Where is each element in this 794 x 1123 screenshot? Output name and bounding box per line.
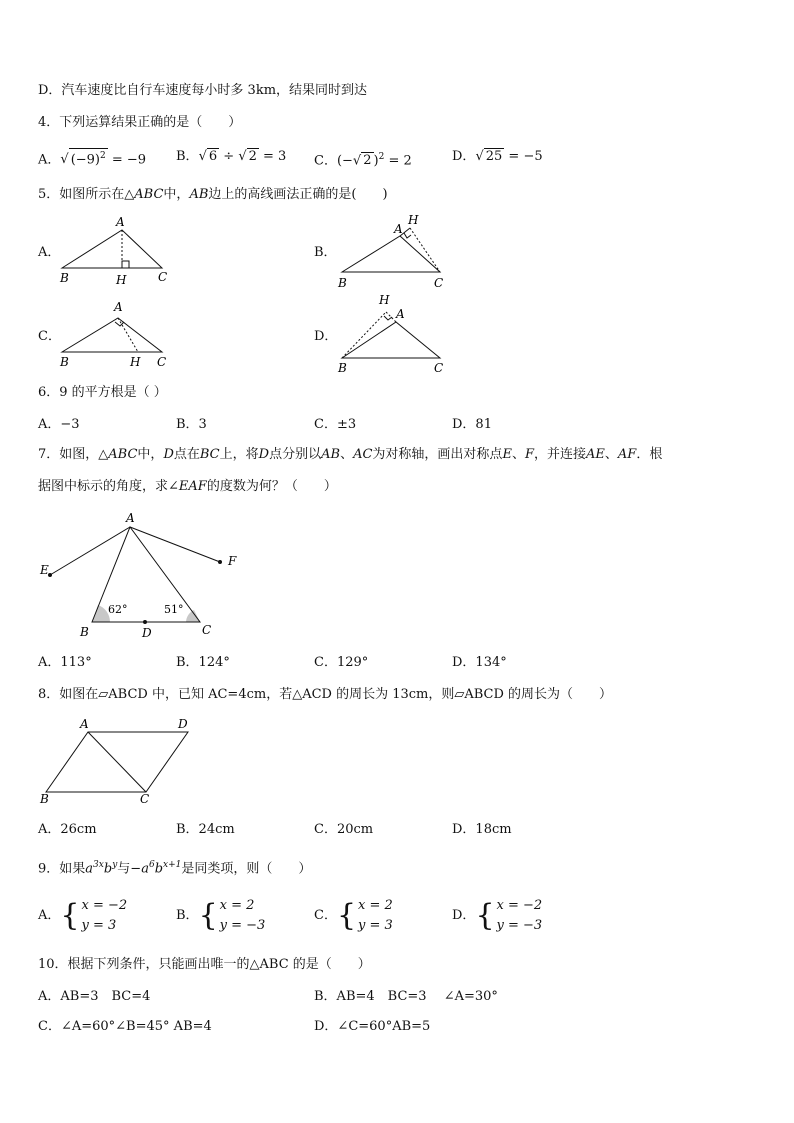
q4-stem: 4．下列运算结果正确的是（ ） <box>38 115 242 130</box>
q9-s-t2b: b <box>154 861 164 877</box>
q5-figure-d <box>342 312 440 358</box>
q7-pt-f: F <box>228 554 237 568</box>
q9-d-label: D． <box>452 908 476 923</box>
q4-b-op: ÷ <box>219 149 239 164</box>
q4-option-b: B．√ 6 ÷ √ 2 = 3 <box>176 149 287 164</box>
q4-option-c: C．(−√ 2 )$^2$ = 2 <box>314 152 412 169</box>
q7-pt-c: C <box>202 623 212 637</box>
q9-option-a: A．{ x = −2 y = 3 <box>38 898 128 933</box>
q7-s-d: D <box>163 447 174 462</box>
q5-figure-b <box>342 228 440 272</box>
q4-d-r: 25 <box>485 149 503 164</box>
q7-pt-b: B <box>80 625 89 639</box>
q5d-pt-c: C <box>434 361 444 375</box>
q9-s-post: 是同类项，则（ ） <box>181 861 312 877</box>
q9-c-eq1: x = 2 <box>358 898 393 913</box>
q10-option-c: C．∠A=60°∠B=45° AB=4 <box>38 1019 212 1034</box>
q8-figure <box>46 732 188 792</box>
q4-a-sqrt: √ $(-9)^2$ <box>60 152 107 167</box>
q9-option-d: D．{ x = −2 y = −3 <box>452 898 543 933</box>
q5-stem-post: 边上的高线画法正确的是( ) <box>208 187 388 202</box>
q4-c-close: ) <box>373 153 379 169</box>
q5a-pt-a: A <box>116 215 125 229</box>
q5b-pt-h: H <box>408 213 419 227</box>
q10-option-d: D．∠C=60°AB=5 <box>314 1019 431 1034</box>
q5d-pt-b: B <box>338 361 347 375</box>
q9-s-t2be: x+1 <box>163 860 182 870</box>
q4-c-rhs: = 2 <box>384 153 412 169</box>
q9-a-eq1: x = −2 <box>81 898 128 913</box>
q7-s-d2: D <box>258 447 270 462</box>
q7-s-j: 、 <box>604 447 618 462</box>
q6-option-b: B．3 <box>176 417 207 432</box>
q5b-pt-b: B <box>338 276 347 290</box>
q7-s-ab: AB <box>321 447 341 462</box>
q7-option-d: D．134° <box>452 655 507 670</box>
q4-c-label: C． <box>314 153 337 169</box>
q4-c-pow: 2 <box>378 152 385 162</box>
q5d-pt-a: A <box>396 307 405 321</box>
q5c-pt-a: A <box>114 300 123 314</box>
q8-stem: 8．如图在▱ABCD 中，已知 AC=4cm，若△ACD 的周长为 13cm，则▱ABCD 的周长为（ ） <box>38 687 613 702</box>
q7-s-i: ，并连接 <box>533 447 586 462</box>
q9-option-c: C．{ x = 2 y = 3 <box>314 898 393 933</box>
q7-stem-line2 <box>38 478 337 496</box>
q4-option-d: D．√ 25 = −5 <box>452 149 543 164</box>
q7-s-k: ．根 <box>636 447 663 462</box>
q5a-pt-c: C <box>158 270 168 284</box>
q6-option-a: A．−3 <box>38 417 80 432</box>
q9-s-pre: 9．如果 <box>38 861 86 877</box>
q8-pt-d: D <box>178 717 188 731</box>
q7-s-g: 为对称轴，画出对称点 <box>372 447 503 462</box>
q9-s-t1be: y <box>112 860 118 870</box>
q5-label-b: B． <box>314 245 337 260</box>
q9-d-eq1: x = −2 <box>496 898 543 913</box>
q7-s-a: 中， <box>137 447 164 462</box>
q7-s-ac: AC <box>353 447 373 462</box>
q5-label-d: D． <box>314 329 338 344</box>
q4-b-rhs: = 3 <box>258 149 287 164</box>
q6-option-c: C．±3 <box>314 417 357 432</box>
q9-s-t1b: b <box>103 861 113 877</box>
q5-stem-ab: AB <box>189 187 209 202</box>
q4-b-r2: 2 <box>248 149 257 164</box>
q5-label-c: C． <box>38 329 61 344</box>
q5d-pt-h: H <box>379 293 390 307</box>
q4-b-r1: 6 <box>208 149 218 164</box>
q9-b-label: B． <box>176 908 199 923</box>
q8-pt-b: B <box>40 792 49 806</box>
q8-option-b: B．24cm <box>176 822 235 837</box>
q7-stem-line1 <box>38 446 662 464</box>
q5-stem-pre: 5．如图所示在 <box>38 187 125 202</box>
q8-pt-a: A <box>80 717 89 731</box>
q5-stem-mid: 中， <box>163 187 190 202</box>
q5-figure-c <box>62 318 162 352</box>
q7-pt-d: D <box>142 626 152 640</box>
q4-d-rhs: = −5 <box>504 149 543 164</box>
q5-stem-tri: △ABC <box>124 187 164 202</box>
q8-option-a: A．26cm <box>38 822 97 837</box>
q7-angle-c: 51° <box>164 603 184 616</box>
q7-s-pre: 7．如图， <box>38 447 99 462</box>
q7-s-c: 上，将 <box>219 447 259 462</box>
q7-s-AF: AF <box>617 447 637 462</box>
q4-d-label: D． <box>452 149 476 164</box>
q8-pt-c: C <box>140 792 150 806</box>
q5a-pt-b: B <box>60 271 69 285</box>
q5c-pt-c: C <box>157 355 167 369</box>
q4-c-in: (− <box>336 153 353 169</box>
q10-stem: 10．根据下列条件，只能画出唯一的△ABC 的是（ ） <box>38 957 371 972</box>
q9-a-eq2: y = 3 <box>81 918 117 933</box>
q7-s2-post: 的度数为何？（ ） <box>206 479 337 494</box>
q7-option-c: C．129° <box>314 655 369 670</box>
q5-figure-a <box>62 230 162 268</box>
q9-b-eq1: x = 2 <box>219 898 255 913</box>
q5a-pt-h: H <box>116 273 127 287</box>
q7-s-b: 点在 <box>173 447 200 462</box>
q7-s-F: F <box>524 447 534 462</box>
q3-option-d: D．汽车速度比自行车速度每小时多 3km，结果同时到达 <box>38 83 368 98</box>
q7-s-h: 、 <box>511 447 525 462</box>
q9-c-label: C． <box>314 908 337 923</box>
q5-label-a: A． <box>38 245 61 260</box>
q5c-pt-b: B <box>60 355 69 369</box>
q9-s-mid: 与 <box>117 861 131 877</box>
q4-c-r: 2 <box>363 153 372 169</box>
q7-s2-pre: 据图中标示的角度，求 <box>38 479 169 494</box>
q9-s-t2e: 6 <box>148 860 155 870</box>
q8-option-d: D．18cm <box>452 822 512 837</box>
q4-a-in: (−9) <box>70 152 100 168</box>
q5b-pt-a: A <box>394 222 403 236</box>
q5b-pt-c: C <box>434 276 444 290</box>
q4-a-rhs: = −9 <box>107 152 147 168</box>
q8-option-c: C．20cm <box>314 822 374 837</box>
q7-s2-ang: ∠EAF <box>168 479 207 494</box>
q7-pt-a: A <box>126 511 135 525</box>
q7-s-AE: AE <box>586 447 605 462</box>
q9-s-t2: −a <box>130 861 149 877</box>
q7-s-bc: BC <box>199 447 220 462</box>
q7-s-e: 点分别以 <box>269 447 322 462</box>
q6-stem: 6．9 的平方根是（ ） <box>38 385 167 400</box>
q9-d-eq2: y = −3 <box>496 918 543 933</box>
q4-b-label: B． <box>176 149 199 164</box>
q9-c-eq2: y = 3 <box>358 918 393 933</box>
q9-s-t1e: 3x <box>93 860 104 870</box>
q7-pt-e: E <box>40 563 49 577</box>
q7-s-E: E <box>502 447 512 462</box>
q10-option-a: A．AB=3 BC=4 <box>38 989 151 1004</box>
q7-option-b: B．124° <box>176 655 230 670</box>
q7-figure <box>49 527 222 624</box>
q4-a-label: A． <box>38 152 61 168</box>
q9-stem <box>38 856 311 878</box>
q9-s-t1: a <box>85 861 94 877</box>
q6-option-d: D．81 <box>452 417 492 432</box>
q9-option-b: B．{ x = 2 y = −3 <box>176 898 266 933</box>
q7-option-a: A．113° <box>38 655 92 670</box>
q10-option-b: B．AB=4 BC=3 ∠A=30° <box>314 989 498 1004</box>
q7-s-tri: △ABC <box>98 447 138 462</box>
q7-angle-b: 62° <box>108 603 128 616</box>
q7-s-f: 、 <box>340 447 354 462</box>
q5c-pt-h: H <box>130 355 141 369</box>
q9-b-eq2: y = −3 <box>219 918 266 933</box>
q4-a-pow: 2 <box>100 151 106 161</box>
q9-a-label: A． <box>38 908 61 923</box>
